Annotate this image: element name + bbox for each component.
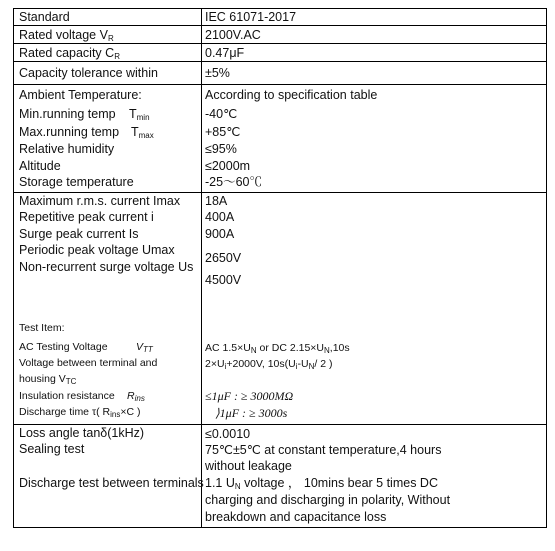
test-item-heading: Test Item: bbox=[19, 322, 65, 334]
rep-peak-label: Repetitive peak current i bbox=[19, 210, 154, 224]
rated-capacity-label: Rated capacity $C_R$ bbox=[19, 46, 120, 61]
insulation-label: Insulation resistance bbox=[19, 390, 115, 402]
humidity-label: Relative humidity bbox=[19, 142, 115, 156]
umax-value: 2650V bbox=[205, 251, 242, 265]
us-label: Non-recurrent surge voltage Us bbox=[19, 260, 194, 274]
altitude-value: ≤2000m bbox=[205, 159, 251, 173]
discharge-test-value-2: charging and discharging in polarity, Without bbox=[205, 493, 451, 507]
tolerance-value: ±5% bbox=[205, 66, 230, 80]
loss-angle-label: Loss angle tanδ(1kHz) bbox=[19, 426, 145, 440]
altitude-label: Altitude bbox=[19, 159, 61, 173]
terminal-housing-value: $2\times U_i+2000V$, $10s(U_i-U_N/$ 2 ) bbox=[205, 358, 333, 371]
storage-value: -25～60℃ bbox=[205, 175, 262, 189]
sealing-label: Sealing test bbox=[19, 442, 85, 456]
discharge-time-label: Discharge time τ( $R_{ins}\times C$ ) bbox=[19, 406, 141, 419]
row-divider bbox=[14, 192, 546, 193]
rated-voltage-label: Rated voltage $V_R$ bbox=[19, 28, 114, 43]
max-temp-symbol: $T_{max}$ bbox=[131, 125, 154, 140]
ambient-label: Ambient Temperature: bbox=[19, 88, 142, 102]
sealing-value-1: 75℃±5℃ at constant temperature,4 hours bbox=[205, 443, 442, 457]
imax-value: 18A bbox=[205, 194, 228, 208]
imax-label: Maximum r.m.s. current Imax bbox=[19, 194, 181, 208]
rep-peak-value: 400A bbox=[205, 210, 235, 224]
loss-angle-value: ≤0.0010 bbox=[205, 427, 251, 441]
specification-table bbox=[13, 8, 547, 528]
storage-label: Storage temperature bbox=[19, 175, 134, 189]
standard-value: IEC 61071-2017 bbox=[205, 10, 297, 24]
min-temp-label: Min.running temp bbox=[19, 107, 116, 121]
surge-peak-value: 900A bbox=[205, 227, 235, 241]
max-temp-label: Max.running temp bbox=[19, 125, 120, 139]
column-divider bbox=[201, 9, 202, 527]
discharge-time-value: ⟩1μF : ≥ 3000s bbox=[215, 406, 288, 420]
humidity-value: ≤95% bbox=[205, 142, 237, 156]
terminal-housing-label-2: housing $V_{TC}$ bbox=[19, 373, 77, 386]
discharge-test-value-3: breakdown and capacitance loss bbox=[205, 510, 387, 524]
standard-label: Standard bbox=[19, 10, 70, 24]
row-divider bbox=[14, 25, 546, 26]
insulation-value: ≤1μF : ≥ 3000MΩ bbox=[205, 389, 294, 403]
max-temp-value: +85℃ bbox=[205, 125, 241, 139]
sealing-value-2: without leakage bbox=[205, 459, 292, 473]
rated-capacity-value: 0.47μF bbox=[205, 46, 245, 60]
us-value: 4500V bbox=[205, 273, 242, 287]
ac-testing-symbol: $V_{TT}$ bbox=[136, 341, 153, 354]
rated-voltage-value: 2100V.AC bbox=[205, 28, 261, 42]
row-divider bbox=[14, 84, 546, 85]
tolerance-label: Capacity tolerance within bbox=[19, 66, 158, 80]
surge-peak-label: Surge peak current Is bbox=[19, 227, 139, 241]
ac-testing-value: AC $1.5\times U_N$ or DC $2.15\times U_N,10s$ bbox=[205, 342, 350, 355]
terminal-housing-label-1: Voltage between terminal and bbox=[19, 357, 158, 369]
min-temp-symbol: $T_{min}$ bbox=[129, 107, 150, 122]
ambient-value: According to specification table bbox=[205, 88, 378, 102]
insulation-symbol: $R_{ins}$ bbox=[127, 390, 145, 403]
umax-label: Periodic peak voltage Umax bbox=[19, 243, 175, 257]
discharge-test-label: Discharge test between terminals bbox=[19, 476, 204, 490]
row-divider bbox=[14, 424, 546, 425]
ac-testing-label: AC Testing Voltage bbox=[19, 341, 108, 353]
min-temp-value: -40℃ bbox=[205, 107, 238, 121]
discharge-test-value-1: 1.1 $U_N$ voltage ， 10mins bear 5 times DC bbox=[205, 476, 438, 491]
